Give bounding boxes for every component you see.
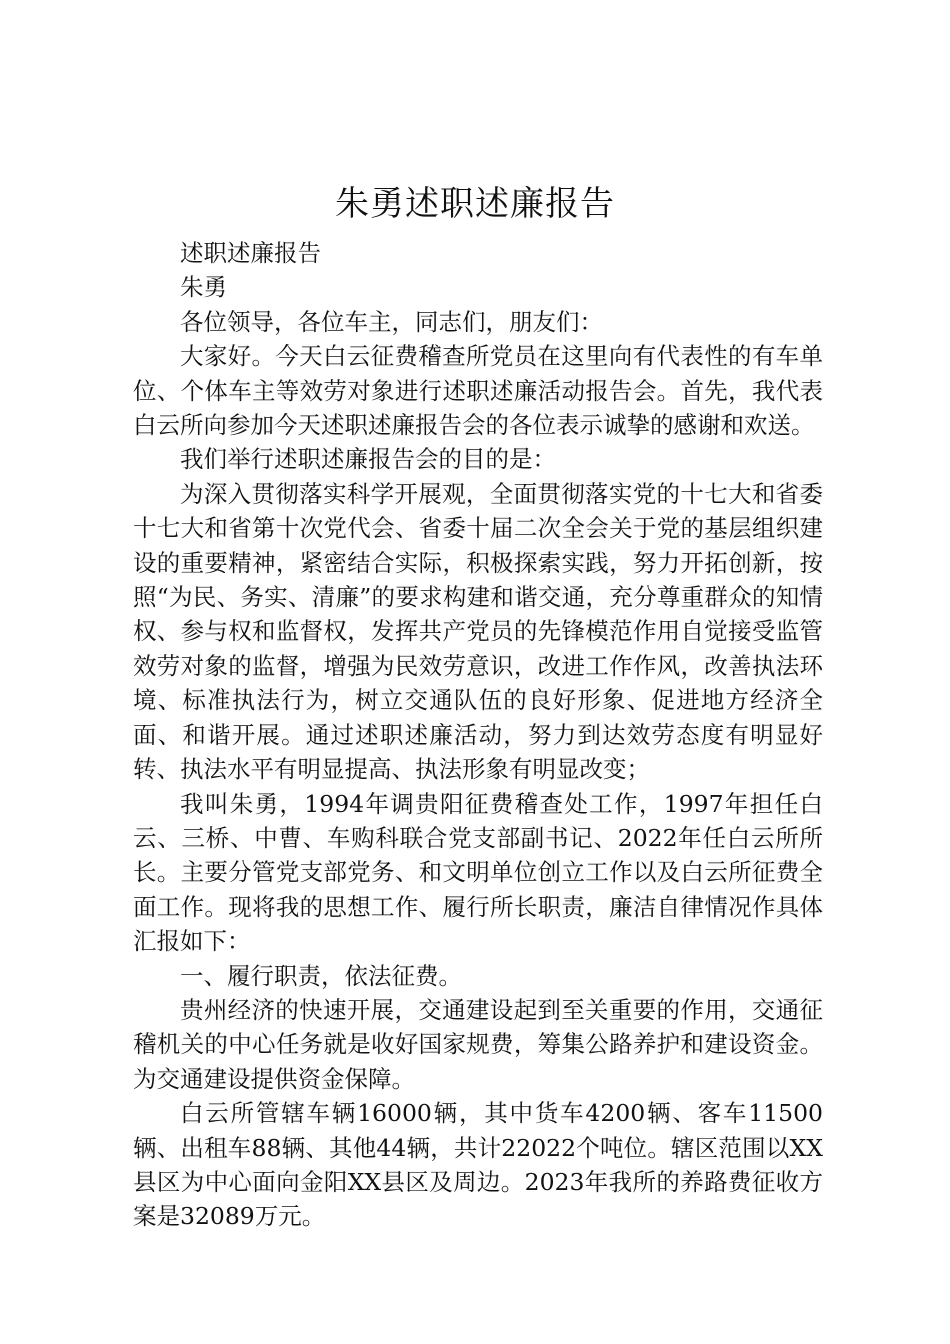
document-title: 朱勇述职述廉报告	[335, 184, 615, 224]
paragraph: 为深入贯彻落实科学开展观，全面贯彻落实党的十七大和省委十七大和省第十次党代会、省委十届二次全会关于党的基层组织建设的重要精神，紧密结合实际，积极探索实践，努力开拓创新，按照“为民、务实、清廉”的要求构建和谐交通，充分尊重群众的知情权、参与权和监督权，发挥共产党员的先锋模范作用自觉接受监管效劳对象的监督，增强为民效劳意识，改进工作作风，改善执法环境、标准执法行为，树立交通队伍的良好形象、促进地方经济全面、和谐开展。通过述职述廉活动，努力到达效劳态度有明显好转、执法水平有明显提高、执法形象有明显改变；	[133, 479, 823, 784]
section-heading: 一、履行职责，依法征费。	[180, 961, 462, 990]
paragraph-subtitle: 述职述廉报告	[180, 239, 321, 267]
paragraph: 贵州经济的快速开展，交通建设起到至关重要的作用，交通征稽机关的中心任务就是收好国家规费，筹集公路养护和建设资金。为交通建设提供资金保障。	[133, 995, 823, 1093]
paragraph: 我们举行述职述廉报告会的目的是：	[180, 445, 556, 474]
paragraph-salutation: 各位领导，各位车主，同志们，朋友们：	[180, 307, 603, 336]
paragraph-author: 朱勇	[180, 273, 227, 302]
paragraph: 大家好。今天白云征费稽查所党员在这里向有代表性的有车单位、个体车主等效劳对象进行述职述廉活动报告会。首先，我代表白云所向参加今天述职述廉报告会的各位表示诚挚的感谢和欢送。	[133, 342, 823, 440]
paragraph: 白云所管辖车辆16000辆，其中货车4200辆、客车11500辆、出租车88辆、其他44辆，共计22022个吨位。辖区范围以XX县区为中心面向金阳XX县区及周边。2023年我所的养路费征收方案是32089万元。	[133, 1099, 823, 1231]
document-body	[133, 236, 823, 1234]
paragraph: 我叫朱勇，1994年调贵阳征费稽查处工作，1997年担任白云、三桥、中曹、车购科联合党支部副书记、2022年任白云所所长。主要分管党支部党务、和文明单位创立工作以及白云所征费全面工作。现将我的思想工作、履行所长职责，廉洁自律情况作具体汇报如下：	[133, 789, 823, 956]
